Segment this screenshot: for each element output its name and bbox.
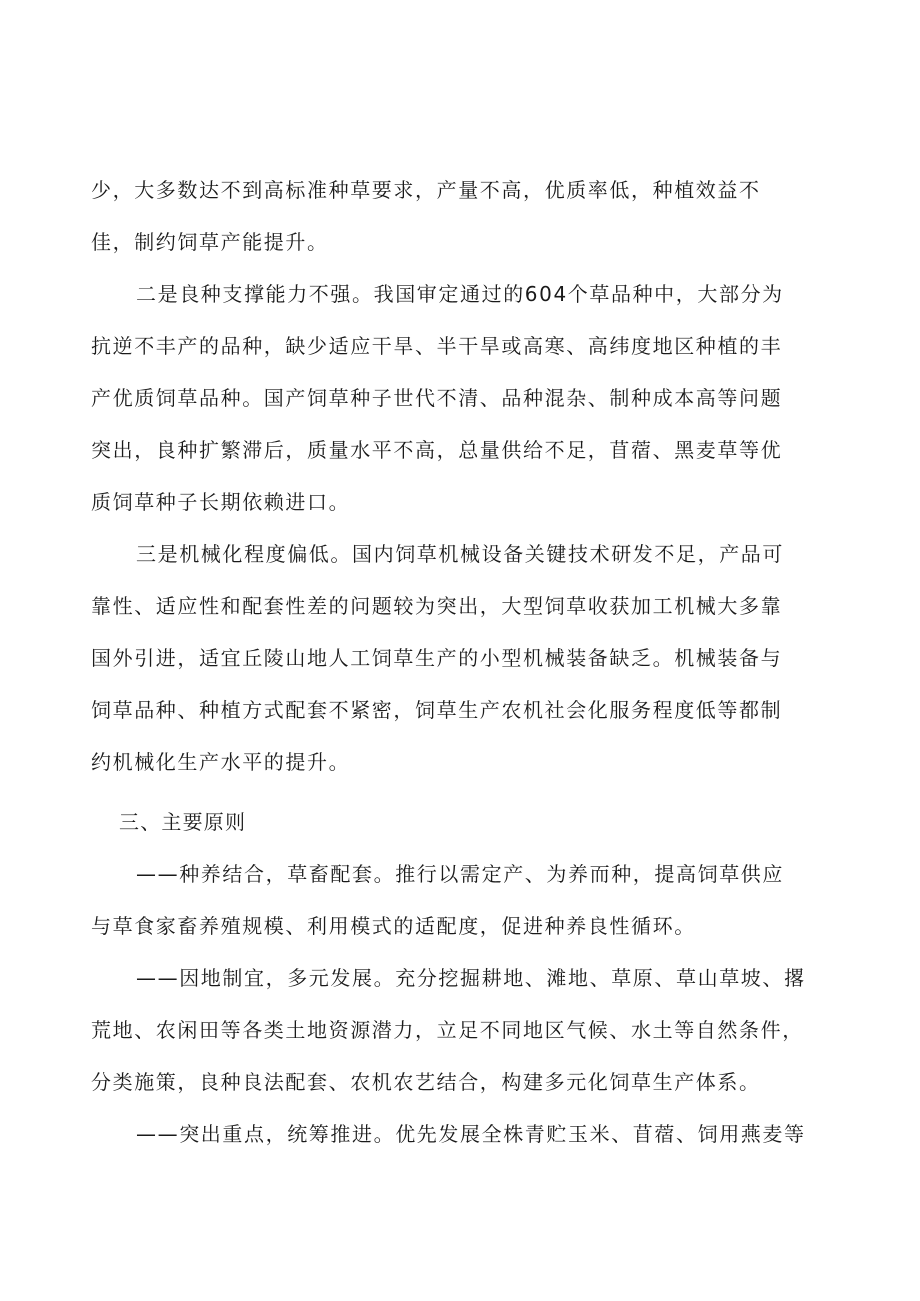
paragraph-line: 靠性、适应性和配套性差的问题较为突出，大型饲草收获加工机械大多靠 [91,594,783,618]
paragraph-line: 佳，制约饲草产能提升。 [91,230,329,254]
paragraph-line: 产优质饲草品种。国产饲草种子世代不清、品种混杂、制种成本高等问题 [91,386,783,410]
paragraph-line: 质饲草种子长期依赖进口。 [91,490,351,514]
paragraph-line: 突出，良种扩繁滞后，质量水平不高，总量供给不足，苜蓿、黑麦草等优 [91,438,783,462]
paragraph-line: 三是机械化程度偏低。国内饲草机械设备关键技术研发不足，产品可 [136,542,784,566]
paragraph-line: 少，大多数达不到高标准种草要求，产量不高，优质率低，种植效益不 [91,178,761,202]
paragraph-line: ——因地制宜，多元发展。充分挖掘耕地、滩地、草原、草山草坡、撂 [136,966,806,990]
paragraph-line: 与草食家畜养殖规模、利用模式的适配度，促进种养良性循环。 [91,914,696,938]
paragraph-line: 荒地、农闲田等各类土地资源潜力，立足不同地区气候、水土等自然条件， [91,1018,804,1042]
paragraph-line: 约机械化生产水平的提升。 [91,750,351,774]
paragraph-line: 国外引进，适宜丘陵山地人工饲草生产的小型机械装备缺乏。机械装备与 [91,646,783,670]
paragraph-line: 抗逆不丰产的品种，缺少适应干旱、半干旱或高寒、高纬度地区种植的丰 [91,334,783,358]
paragraph-line: 分类施策，良种良法配套、农机农艺结合，构建多元化饲草生产体系。 [91,1070,761,1094]
paragraph-line: ——突出重点，统筹推进。优先发展全株青贮玉米、苜蓿、饲用燕麦等 [136,1122,806,1146]
paragraph-line: ——种养结合，草畜配套。推行以需定产、为养而种，提高饲草供应 [136,862,784,886]
section-heading: 三、主要原则 [119,810,247,834]
paragraph-line: 二是良种支撑能力不强。我国审定通过的604个草品种中，大部分为 [136,282,784,306]
paragraph-line: 饲草品种、种植方式配套不紧密，饲草生产农机社会化服务程度低等都制 [91,698,783,722]
